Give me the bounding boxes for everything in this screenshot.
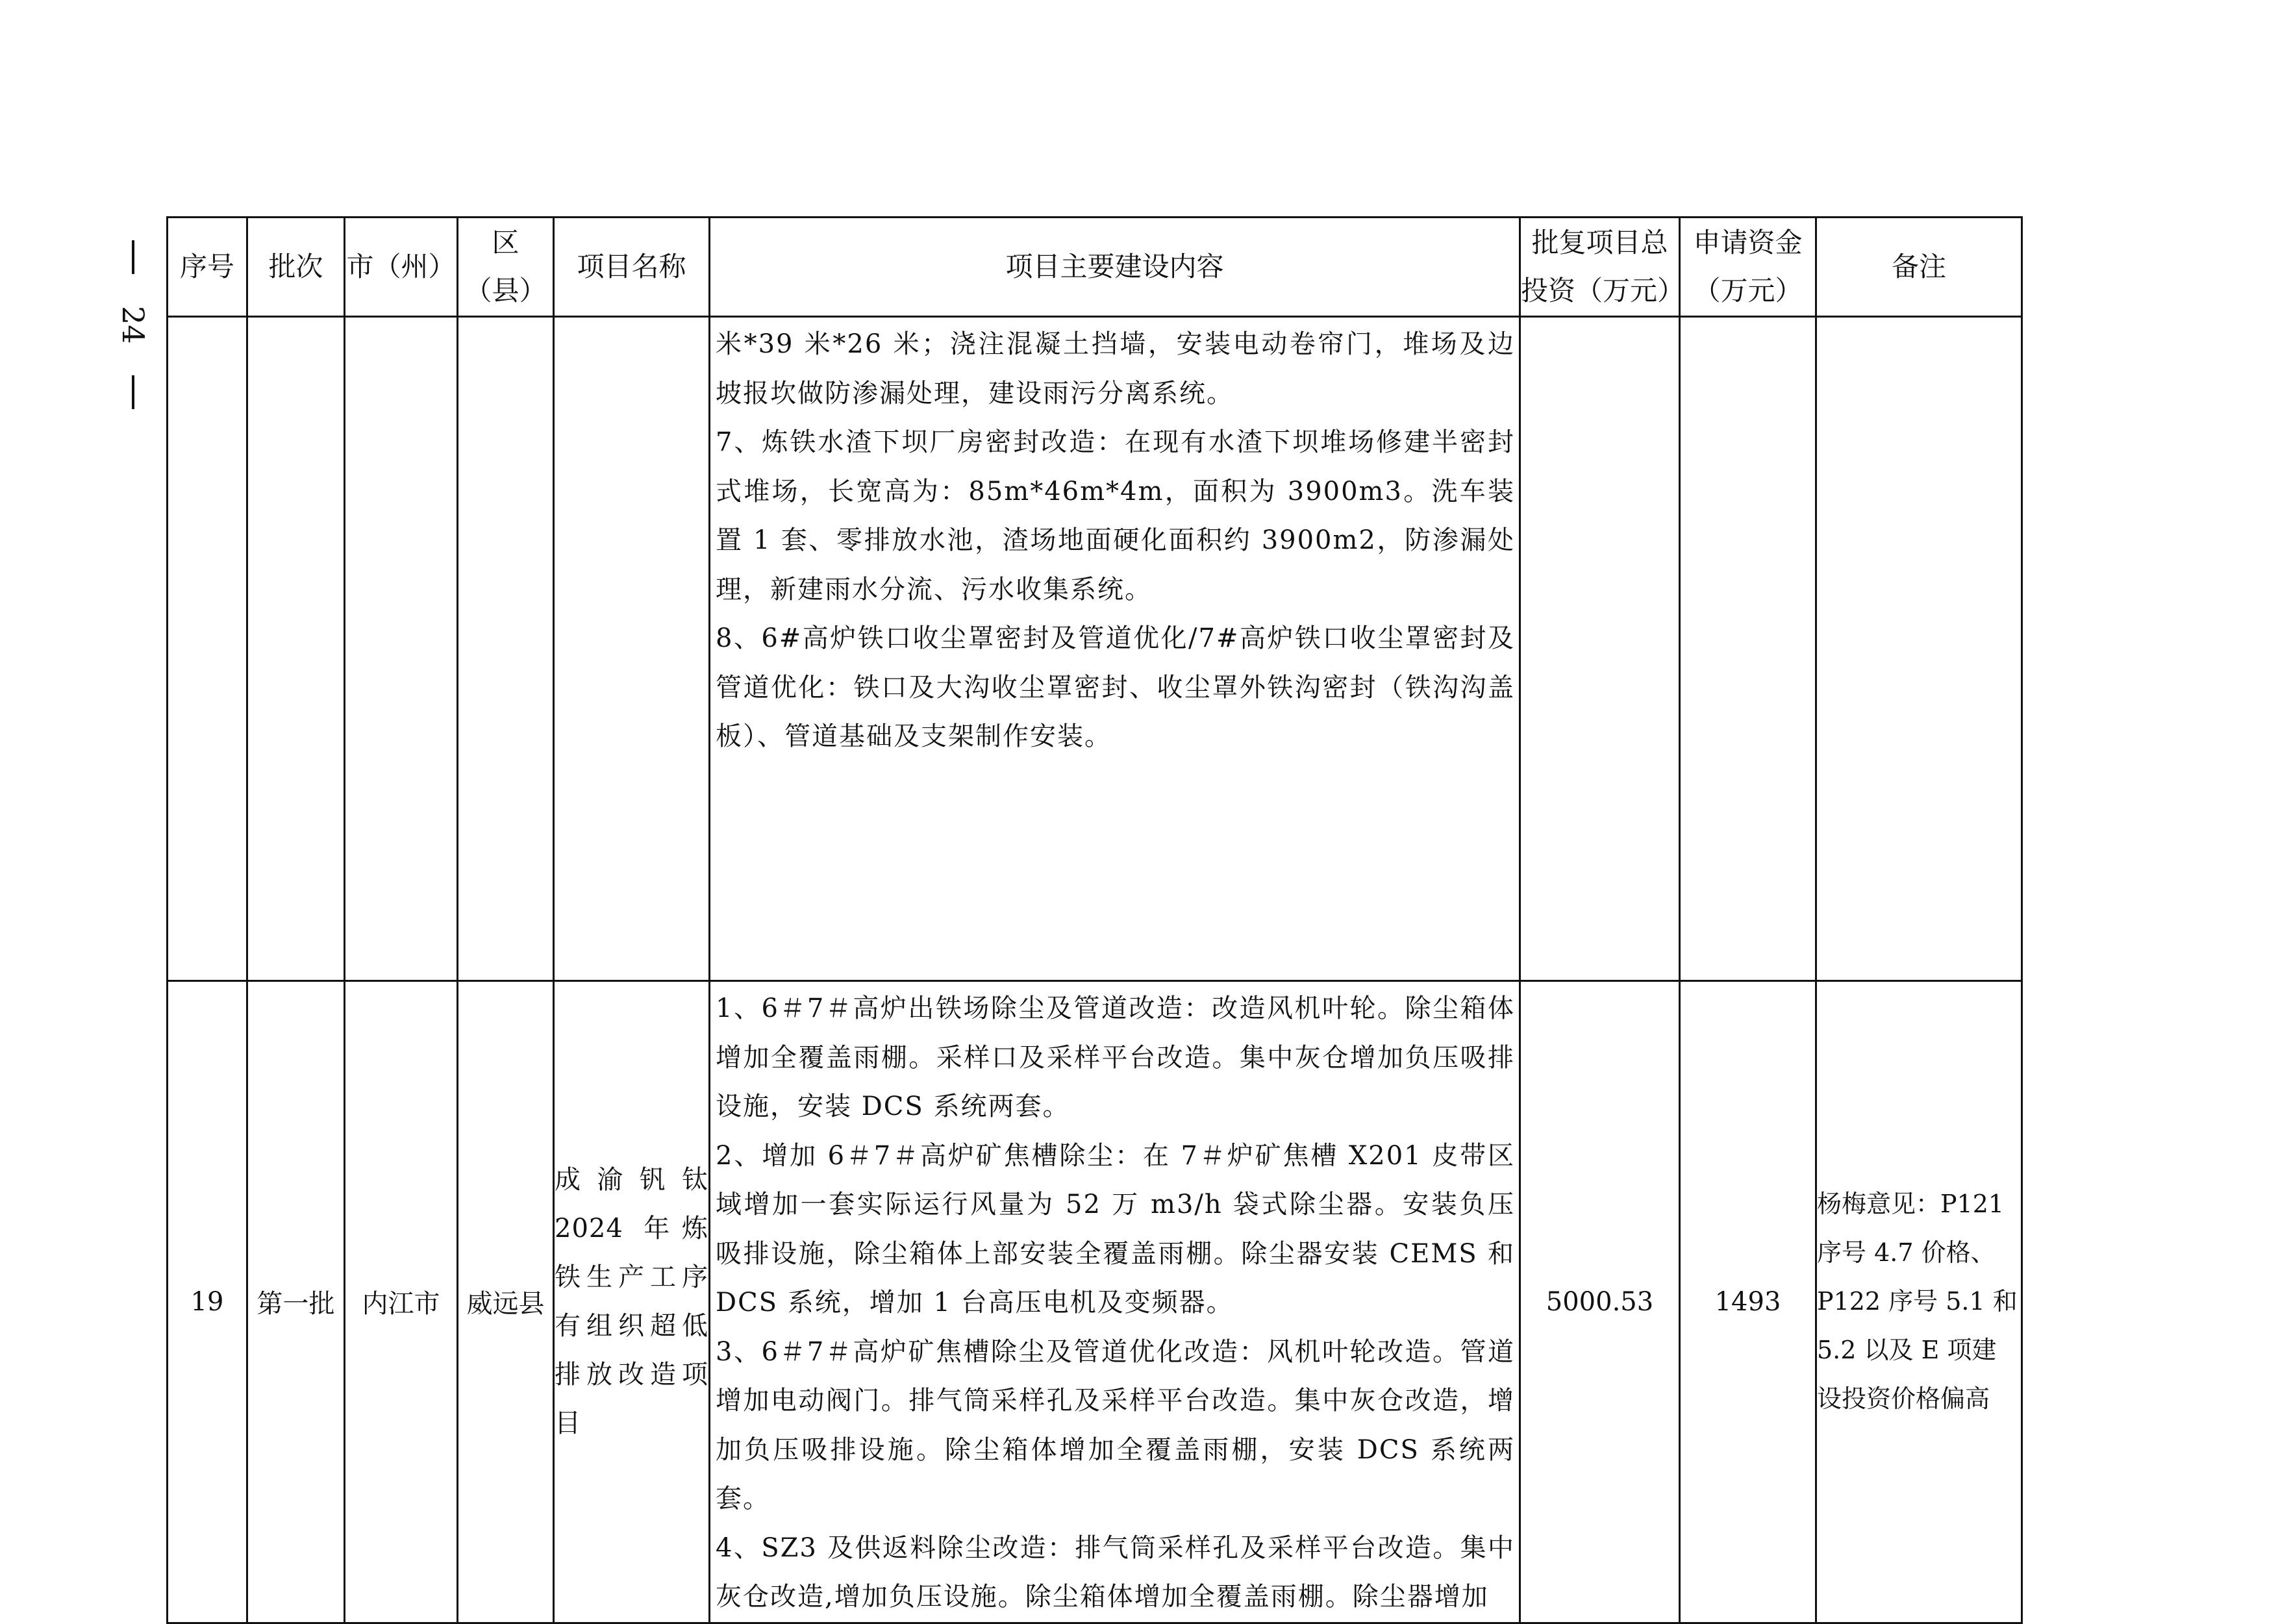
cell-district: 威远县 [458,981,554,1623]
header-approved-total-line2: 投资（万元） [1521,275,1685,306]
page-number [110,240,156,409]
cell-content [710,981,1520,1623]
content-paragraph: 7、炼铁水渣下坝厂房密封改造：在现有水渣下坝堆场修建半密封式堆场，长宽高为：85m*46m*4m，面积为 3900m3。洗车装置 1 套、零排放水池，渣场地面硬化面积约 3900m2，防渗漏处理，新建雨水分流、污水收集系统。 [716,427,1515,605]
header-applied-funds-line2: （万元） [1693,275,1803,306]
content-paragraph: 3、6＃7＃高炉矿焦槽除尘及管道优化改造：风机叶轮改造。管道增加电动阀门。排气筒采样孔及采样平台改造。集中灰仓改造，增加负压吸排设施。除尘箱体增加全覆盖雨棚，安装 DCS 系统两套。 [716,1336,1515,1514]
project-table [166,216,2023,1624]
cell-approved-total: 5000.53 [1520,981,1680,1623]
cell-city-empty [345,317,458,981]
cell-content [710,317,1520,981]
header-applied-funds-line1: 申请资金 [1693,227,1803,258]
cell-district-empty [458,317,554,981]
cell-seq: 19 [168,981,247,1623]
content-paragraph: 1、6＃7＃高炉出铁场除尘及管道改造：改造风机叶轮。除尘箱体增加全覆盖雨棚。采样口及采样平台改造。集中灰仓增加负压吸排设施，安装 DCS 系统两套。 [716,993,1515,1121]
cell-approved-total-empty [1520,317,1680,981]
cell-remarks: 杨梅意见：P121 序号 4.7 价格、P122 序号 5.1 和 5.2 以及 E 项建设投资价格偏高 [1816,981,2022,1623]
cell-seq-empty [168,317,247,981]
page-number-dash-top [132,240,134,274]
cell-batch-empty [247,317,345,981]
header-approved-total-line1: 批复项目总 [1531,227,1668,258]
header-district: 区（县） [458,218,554,317]
content-paragraph: 8、6#高炉铁口收尘罩密封及管道优化/7#高炉铁口收尘罩密封及管道优化：铁口及大沟收尘罩密封、收尘罩外铁沟密封（铁沟沟盖板）、管道基础及支架制作安装。 [716,623,1515,751]
cell-batch: 第一批 [247,981,345,1623]
table-row [168,317,2022,981]
table-row [168,981,2022,1623]
cell-applied-funds-empty [1680,317,1816,981]
header-approved-total [1520,218,1685,317]
cell-applied-funds: 1493 [1680,981,1816,1623]
header-remarks: 备注 [1816,218,2022,317]
cell-remarks-empty [1816,317,2022,981]
content-paragraph: 米*39 米*26 米；浇注混凝土挡墙，安装电动卷帘门，堆场及边坡报坎做防渗漏处理，建设雨污分离系统。 [716,329,1515,408]
header-applied-funds [1680,218,1816,317]
header-city: 市（州） [345,218,458,317]
header-seq: 序号 [168,218,247,317]
cell-project-name: 成渝钒钛 2024 年炼铁生产工序有组织超低排放改造项目 [554,981,710,1623]
header-content: 项目主要建设内容 [710,218,1520,317]
content-paragraph: 4、SZ3 及供返料除尘改造：排气筒采样孔及采样平台改造。集中灰仓改造,增加负压设施。除尘箱体增加全覆盖雨棚。除尘器增加 [716,1532,1515,1612]
header-batch: 批次 [247,218,345,317]
content-paragraph: 2、增加 6＃7＃高炉矿焦槽除尘：在 7＃炉矿焦槽 X201 皮带区域增加一套实际运行风量为 52 万 m3/h 袋式除尘器。安装负压吸排设施，除尘箱体上部安装全覆盖雨棚。除尘器安装 CEMS 和 DCS 系统，增加 1 台高压电机及变频器。 [716,1140,1515,1318]
table-header-row [168,218,2022,317]
header-project-name: 项目名称 [554,218,710,317]
cell-city: 内江市 [345,981,458,1623]
page-number-dash-bottom [132,375,134,409]
cell-project-name-empty [554,317,710,981]
page-number-text: 24 [116,305,151,344]
